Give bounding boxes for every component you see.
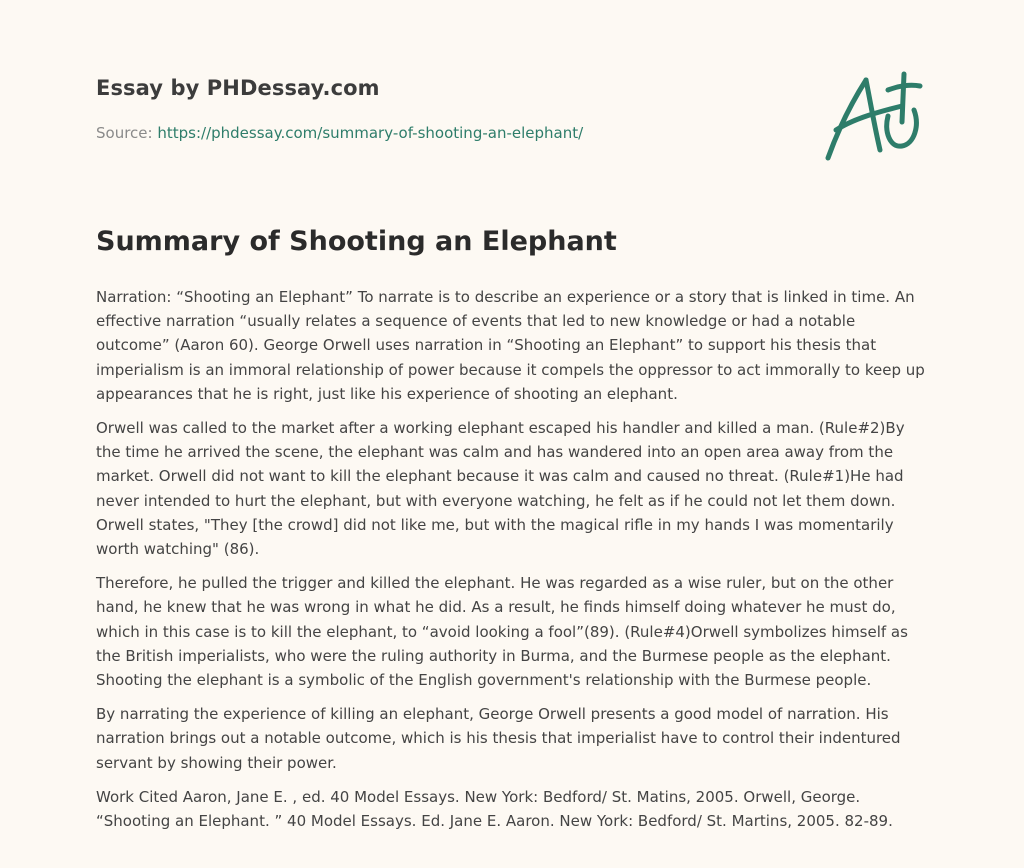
essay-paragraph: By narrating the experience of killing an elephant, George Orwell presents a good model of narration. His narration brings out a notable outcome, which is his thesis that imperialist have to control their indentured servant by showing their power. xyxy=(96,705,901,772)
source-label: Source: xyxy=(96,124,153,142)
works-cited: Work Cited Aaron, Jane E. , ed. 40 Model Essays. New York: Bedford/ St. Matins, 2005. Orwell, George. “Shooting an Elephant. ” 40 Model Essays. Ed. Jane E. Aaron. New York: Bedford/ St. Martins, 2005. 82-89. xyxy=(96,787,893,831)
essay-paragraph: Orwell was called to the market after a working elephant escaped his handler and killed a man. (Rule#2)By the time he arrived the scene, the elephant was calm and has wandered into an open area away from the market. Orwell did not want to kill the elephant because it was calm and caused no threat. (Rule#1)He had never intended to hurt the elephant, but with everyone watching, he felt as if he could not let them down. Orwell states, "They [the crowd] did not like me, but with the magical rifle in my hands I was momentarily worth watching" (86). xyxy=(96,419,905,559)
a-plus-logo-icon xyxy=(822,66,926,164)
site-brand: Essay by PHDessay.com xyxy=(96,76,380,100)
essay-paragraph: Narration: “Shooting an Elephant” To narrate is to describe an experience or a story that is linked in time. An effective narration “usually relates a sequence of events that led to new knowledge or had a notable outcome” (Aaron 60). George Orwell uses narration in “Shooting an Elephant” to support his thesis that imperialism is an immoral relationship of power because it compels the oppressor to act immorally to keep up appearances that he is right, just like his experience of shooting an elephant. xyxy=(96,288,925,403)
essay-paragraph: Therefore, he pulled the trigger and killed the elephant. He was regarded as a wise ruler, but on the other hand, he knew that he was wrong in what he did. As a result, he finds himself doing whatever he must do, which in this case is to kill the elephant, to “avoid looking a fool”(89). (Rule#4)Orwell symbolizes himself as the British imperialists, who were the ruling authority in Burma, and the Burmese people as the elephant. Shooting the elephant is a symbolic of the English government's relationship with the Burmese people. xyxy=(96,574,908,690)
source-line xyxy=(96,124,583,142)
essay-title: Summary of Shooting an Elephant xyxy=(96,226,617,257)
essay-page xyxy=(96,0,932,868)
source-link[interactable]: https://phdessay.com/summary-of-shooting-an-elephant/ xyxy=(157,124,584,142)
essay-body xyxy=(96,285,932,843)
